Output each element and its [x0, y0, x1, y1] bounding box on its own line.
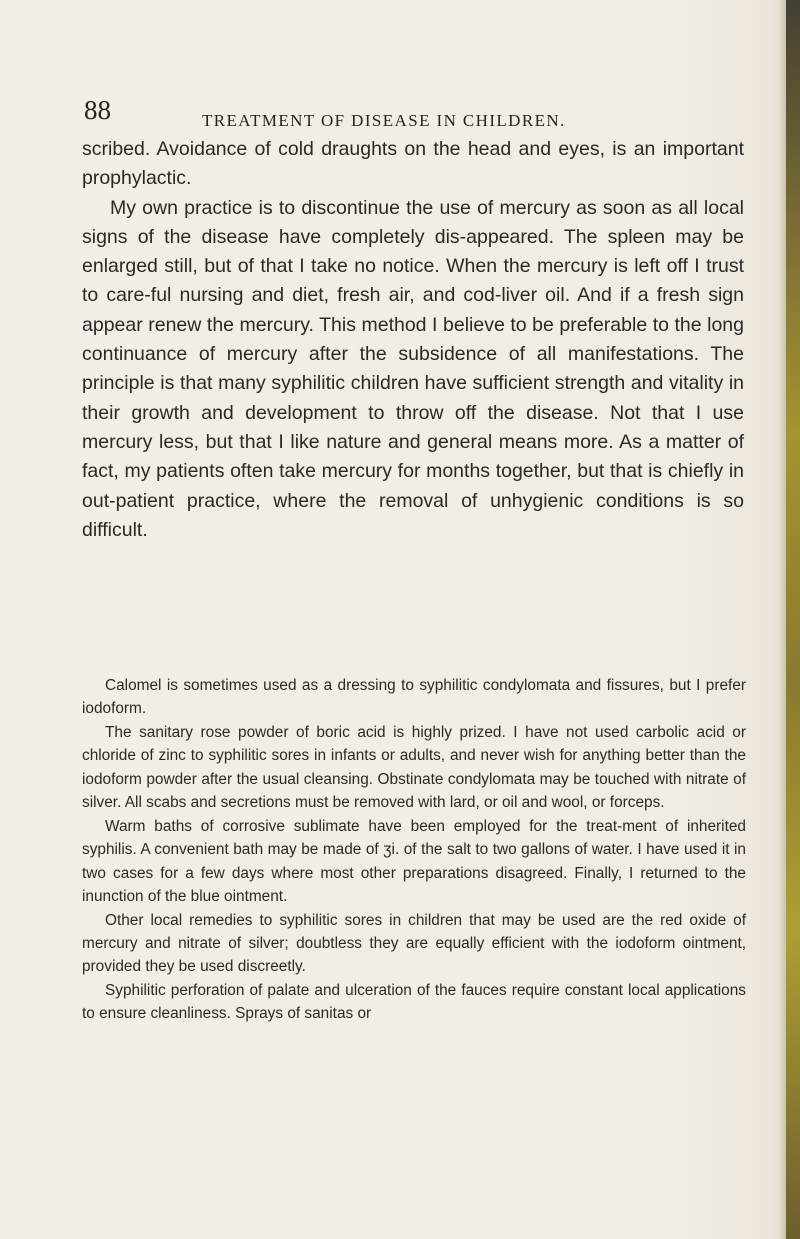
- page-gutter-shadow: [778, 0, 786, 1239]
- page-header: [84, 95, 744, 139]
- book-edge: [786, 0, 800, 1239]
- running-head: TREATMENT OF DISEASE IN CHILDREN.: [202, 111, 566, 130]
- note-paragraph: Warm baths of corrosive sublimate have been employed for the treat-ment of inherited syphilis. A convenient bath may be made of ʒi. of the salt to two gallons of water. I have used it in two cases for a few days where most other preparations disagreed. Finally, I returned to the inunction of the blue ointment.: [82, 817, 746, 906]
- note-paragraph: Calomel is sometimes used as a dressing to syphilitic condylomata and fissures, but I prefer iodoform.: [82, 677, 746, 718]
- small-print-notes: [82, 674, 746, 1026]
- body-paragraph: scribed. Avoidance of cold draughts on the head and eyes, is an important prophylactic.: [82, 138, 744, 190]
- body-paragraph: My own practice is to discontinue the use of mercury as soon as all local signs of the disease have completely dis-appeared. The spleen may be enlarged still, but of that I take no notice. When the mercury is left off I trust to care-ful nursing and diet, fresh air, and cod-liver oil. And if a fresh sign appear renew the mercury. This method I believe to be preferable to the long continuance of mercury after the subsidence of all manifestations. The principle is that many syphilitic children have sufficient strength and vitality in their growth and development to throw off the disease. Not that I use mercury less, but that I like nature and general means more. As a matter of fact, my patients often take mercury for months together, but that is chiefly in out-patient practice, where the removal of unhygienic conditions is so difficult.: [82, 196, 744, 541]
- note-paragraph: Other local remedies to syphilitic sores in children that may be used are the red oxide of mercury and nitrate of silver; doubtless they are equally efficient with the iodoform ointment, provided they be used discreetly.: [82, 911, 746, 976]
- page-number: 88: [84, 95, 111, 125]
- note-paragraph: The sanitary rose powder of boric acid is highly prized. I have not used carbolic acid or chloride of zinc to syphilitic sores in infants or adults, and never wish for anything better than the iodoform powder after the usual cleansing. Obstinate condylomata may be touched with nitrate of silver. All scabs and secretions must be removed with lard, or oil and wool, or forceps.: [82, 723, 746, 812]
- main-text: [82, 135, 744, 545]
- note-paragraph: Syphilitic perforation of palate and ulceration of the fauces require constant local applications to ensure cleanliness. Sprays of sanitas or: [82, 981, 746, 1023]
